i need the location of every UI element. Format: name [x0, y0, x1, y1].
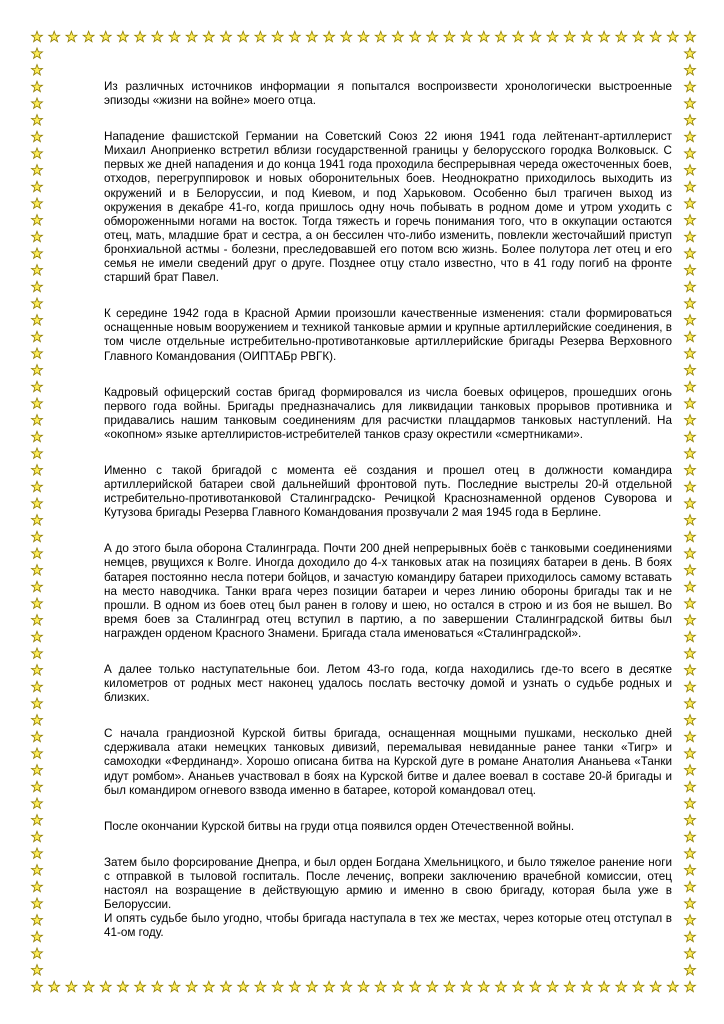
star-icon: [461, 981, 472, 992]
star-icon: [306, 31, 317, 42]
star-icon: [32, 965, 43, 976]
star-icon: [272, 31, 283, 42]
star-icon: [324, 981, 335, 992]
star-icon: [32, 198, 43, 209]
document-body: [104, 80, 672, 962]
star-icon: [685, 781, 696, 792]
star-icon: [685, 215, 696, 226]
star-icon: [685, 315, 696, 326]
star-icon: [341, 31, 352, 42]
star-icon: [66, 981, 77, 992]
star-icon: [32, 98, 43, 109]
star-icon: [530, 31, 541, 42]
star-icon: [392, 981, 403, 992]
star-icon: [685, 48, 696, 59]
star-icon: [32, 31, 43, 42]
star-icon: [186, 31, 197, 42]
star-icon: [49, 981, 60, 992]
star-icon: [530, 981, 541, 992]
paragraph-brigade: Именно с такой бригадой с момента её создания и прошел отец в должности командира артиллерийской батареи свой дальнейший фронтовой путь. Последние выстрелы 20-й отдельной истребительно-противотанковой Сталинградско- Речицкой Краснознаменной орденов Суворова и Кутузова бригады Резерва Главного Командования прозвучали 2 мая 1945 года в Берлине.: [104, 463, 672, 520]
star-icon: [599, 981, 610, 992]
star-icon: [581, 31, 592, 42]
star-icon: [32, 498, 43, 509]
star-icon: [685, 31, 696, 42]
paragraph-kursk: С начала грандиозной Курской битвы бригада, оснащенная мощными пушками, несколько дней сдерживала атаки немецких танковых дивизий, перемалывая невиданные ранее танки «Тигр» и самоходки «Фердинанд». Хорошо описана битва на Курской дуге в романе Анатолия Ананьева «Танки идут ромбом». Ананьев участвовал в боях на Курской битве и далее воевал в составе 20-й бригады и был командиром огневого взвода именно в батарее, которой командовал отец.: [104, 727, 672, 797]
star-icon: [685, 565, 696, 576]
star-icon: [32, 265, 43, 276]
star-icon: [32, 165, 43, 176]
star-icon: [32, 215, 43, 226]
star-icon: [685, 431, 696, 442]
star-icon: [478, 31, 489, 42]
star-icon: [32, 465, 43, 476]
star-icon: [513, 981, 524, 992]
star-icon: [152, 981, 163, 992]
star-icon: [496, 31, 507, 42]
star-icon: [496, 981, 507, 992]
paragraph-dnieper: Затем было форсирование Днепра, и был орден Богдана Хмельницкого, и было тяжелое ранение ноги с отправкой в тыловой госпиталь. После лечениç, вопреки заключению врачебной комиссии, отец настоял на возращение в действующую армию и именно в свою бригаду, которая была уже в Белоруссии.: [104, 855, 672, 912]
star-icon: [135, 981, 146, 992]
star-icon: [32, 131, 43, 142]
star-icon: [32, 781, 43, 792]
star-icon: [685, 415, 696, 426]
star-icon: [32, 898, 43, 909]
star-icon: [238, 981, 249, 992]
star-icon: [117, 31, 128, 42]
star-icon: [32, 431, 43, 442]
star-icon: [32, 415, 43, 426]
star-icon: [685, 181, 696, 192]
star-icon: [685, 531, 696, 542]
star-icon: [392, 31, 403, 42]
star-icon: [685, 281, 696, 292]
star-icon: [633, 981, 644, 992]
star-icon: [32, 581, 43, 592]
star-icon: [685, 915, 696, 926]
star-icon: [100, 981, 111, 992]
star-icon: [358, 31, 369, 42]
star-icon: [685, 165, 696, 176]
star-icon: [255, 31, 266, 42]
star-icon: [66, 31, 77, 42]
star-icon: [685, 581, 696, 592]
star-icon: [221, 981, 232, 992]
star-icon: [32, 231, 43, 242]
star-icon: [685, 115, 696, 126]
star-icon: [685, 331, 696, 342]
star-icon: [32, 948, 43, 959]
star-icon: [650, 31, 661, 42]
star-icon: [49, 31, 60, 42]
star-icon: [32, 748, 43, 759]
star-icon: [32, 48, 43, 59]
star-icon: [83, 981, 94, 992]
star-icon: [685, 148, 696, 159]
star-icon: [32, 181, 43, 192]
star-icon: [32, 315, 43, 326]
star-icon: [221, 31, 232, 42]
star-icon: [32, 715, 43, 726]
star-icon: [255, 981, 266, 992]
star-icon: [633, 31, 644, 42]
star-icon: [32, 681, 43, 692]
star-icon: [685, 731, 696, 742]
star-icon: [685, 798, 696, 809]
star-icon: [685, 465, 696, 476]
star-icon: [32, 115, 43, 126]
star-icon: [100, 31, 111, 42]
star-icon: [32, 815, 43, 826]
star-icon: [375, 31, 386, 42]
star-icon: [685, 265, 696, 276]
star-icon: [152, 31, 163, 42]
star-icon: [410, 981, 421, 992]
star-icon: [32, 798, 43, 809]
star-icon: [685, 965, 696, 976]
star-icon: [685, 865, 696, 876]
star-icon: [32, 281, 43, 292]
star-icon: [32, 298, 43, 309]
star-icon: [685, 898, 696, 909]
star-icon: [685, 131, 696, 142]
star-icon: [685, 481, 696, 492]
star-icon: [135, 31, 146, 42]
star-icon: [32, 665, 43, 676]
star-icon: [685, 231, 696, 242]
star-icon: [32, 81, 43, 92]
star-icon: [375, 981, 386, 992]
star-icon: [685, 498, 696, 509]
star-icon: [547, 31, 558, 42]
star-icon: [32, 548, 43, 559]
star-icon: [32, 381, 43, 392]
star-icon: [685, 815, 696, 826]
star-icon: [32, 615, 43, 626]
star-icon: [564, 31, 575, 42]
star-icon: [203, 981, 214, 992]
star-icon: [32, 765, 43, 776]
star-icon: [685, 981, 696, 992]
star-icon: [203, 31, 214, 42]
star-icon: [32, 448, 43, 459]
star-icon: [599, 31, 610, 42]
star-icon: [685, 615, 696, 626]
star-icon: [427, 981, 438, 992]
star-icon: [685, 715, 696, 726]
star-icon: [32, 481, 43, 492]
star-icon: [32, 865, 43, 876]
star-icon: [685, 515, 696, 526]
paragraph-belarus: И опять судьбе было угодно, чтобы бригада наступала в тех же местах, через которые отец отступал в 41-ом году.: [104, 912, 672, 940]
star-icon: [564, 981, 575, 992]
star-icon: [478, 981, 489, 992]
star-icon: [32, 148, 43, 159]
paragraph-intro: Из различных источников информации я попытался воспроизвести хронологически выстроенные эпизоды «жизни на войне» моего отца.: [104, 80, 672, 108]
star-icon: [32, 848, 43, 859]
star-icon: [667, 981, 678, 992]
star-icon: [32, 981, 43, 992]
paragraph-order: После окончании Курской битвы на груди отца появился орден Отечественной войны.: [104, 819, 575, 833]
star-icon: [32, 331, 43, 342]
star-icon: [685, 248, 696, 259]
star-icon: [272, 981, 283, 992]
star-icon: [32, 531, 43, 542]
star-icon: [685, 681, 696, 692]
star-icon: [685, 448, 696, 459]
star-icon: [32, 598, 43, 609]
star-icon: [83, 31, 94, 42]
star-icon: [685, 65, 696, 76]
star-icon: [685, 698, 696, 709]
star-icon: [685, 381, 696, 392]
star-icon: [616, 981, 627, 992]
star-icon: [32, 915, 43, 926]
star-icon: [685, 931, 696, 942]
star-icon: [289, 981, 300, 992]
star-icon: [32, 515, 43, 526]
star-icon: [685, 365, 696, 376]
star-icon: [685, 398, 696, 409]
star-icon: [650, 981, 661, 992]
star-icon: [444, 31, 455, 42]
star-icon: [169, 981, 180, 992]
star-icon: [32, 648, 43, 659]
star-icon: [427, 31, 438, 42]
star-icon: [616, 31, 627, 42]
star-icon: [685, 648, 696, 659]
star-icon: [685, 848, 696, 859]
star-icon: [32, 565, 43, 576]
star-icon: [341, 981, 352, 992]
star-icon: [685, 548, 696, 559]
star-icon: [685, 98, 696, 109]
star-icon: [186, 981, 197, 992]
star-icon: [410, 31, 421, 42]
star-icon: [32, 248, 43, 259]
star-icon: [32, 931, 43, 942]
star-icon: [32, 731, 43, 742]
star-icon: [685, 831, 696, 842]
star-icon: [685, 881, 696, 892]
star-icon: [667, 31, 678, 42]
star-icon: [32, 348, 43, 359]
star-icon: [685, 948, 696, 959]
star-icon: [547, 981, 558, 992]
star-icon: [685, 665, 696, 676]
star-icon: [685, 598, 696, 609]
star-icon: [32, 831, 43, 842]
star-icon: [513, 31, 524, 42]
paragraph-offensive: А далее только наступательные бои. Летом 43-го года, когда находились где-то всего в десятке километров от родных мест наконец удалось послать весточку домой и узнать о судьбе родных и близких.: [104, 663, 672, 705]
star-icon: [444, 981, 455, 992]
star-icon: [685, 81, 696, 92]
star-icon: [169, 31, 180, 42]
paragraph-officers: Кадровый офицерский состав бригад формировался из числа боевых офицеров, прошедших огонь первого года войны. Бригады предназначались для ликвидации танковых прорывов противника и придавались нашим танковым соединениям для расчистки плацдармов танковых наступлений. На «окопном» языке артеллиристов-истребителей танков сразу окрестили «смертниками».: [104, 385, 672, 441]
star-icon: [306, 981, 317, 992]
star-icon: [238, 31, 249, 42]
star-icon: [685, 348, 696, 359]
paragraph-stalingrad: А до этого была оборона Сталинграда. Почти 200 дней непрерывных боёв с танковыми соединениями немцев, рвущихся к Волге. Иногда доходило до 4-х танковых атак на позициях батареи в день. В боях батарея постоянно несла потери бойцов, и зачастую командиру батареи приходилось самому вставать на место наводчика. Танки врага через позиции батареи и через линию обороны бригады так и не прошли. В одном из боев отец был ранен в голову и шею, но остался в строю и из боя не вышел. Во время боев за Сталинград отец вступил в партию, а по завершении Сталинградской битвы был награжден орденом Красного Знамени. Бригада стала именоваться «Сталинградской».: [104, 542, 672, 640]
star-icon: [685, 298, 696, 309]
paragraph-1942: К середине 1942 года в Красной Армии произошли качественные изменения: стали формироваться оснащенные новым вооружением и техникой танковые армии и крупные артиллерийские соединения, в том числе отдельные истребительно-противотанковые артиллерийские бригады Резерва Верховного Главного Командования (ОИПТАБр РВГК).: [104, 307, 672, 363]
star-icon: [324, 31, 335, 42]
star-icon: [358, 981, 369, 992]
star-icon: [32, 698, 43, 709]
star-icon: [32, 365, 43, 376]
star-icon: [581, 981, 592, 992]
star-icon: [685, 765, 696, 776]
star-icon: [461, 31, 472, 42]
star-icon: [117, 981, 128, 992]
paragraph-1941: Нападение фашистской Германии на Советский Союз 22 июня 1941 года лейтенант-артиллерист Михаил Аноприенко встретил вблизи государственной границы у белорусского городка Волковыск. С первых же дней нападения и до конца 1941 года проходила беспрерывная череда ожесточенных боев, отходов, перегруппировок и новых оборонительных боев. Неоднократно приходилось выходить из окружений и в Белоруссии, и под Киевом, и под Харьковом. Особенно был трагичен выход из окружения в декабре 41-го, когда пришлось одну ночь побывать в родном доме и утром уходить с обмороженными ногами на восток. Тогда тяжесть и горечь понимания того, что в оккупации остаются отец, мать, младшие брат и сестра, а он бессилен что-либо изменить, повлекли жесточайший приступ бронхиальной астмы - болезни, преследовавшей его потом всю жизнь. Более полутора лет отец и его семья не имели сведений друг о друге. Позднее отцу стало известно, что в 41 году погиб на фронте старший брат Павел.: [104, 130, 672, 285]
star-icon: [32, 881, 43, 892]
star-icon: [685, 748, 696, 759]
star-icon: [32, 65, 43, 76]
star-icon: [685, 631, 696, 642]
star-icon: [685, 198, 696, 209]
star-icon: [32, 398, 43, 409]
star-icon: [32, 631, 43, 642]
star-icon: [289, 31, 300, 42]
